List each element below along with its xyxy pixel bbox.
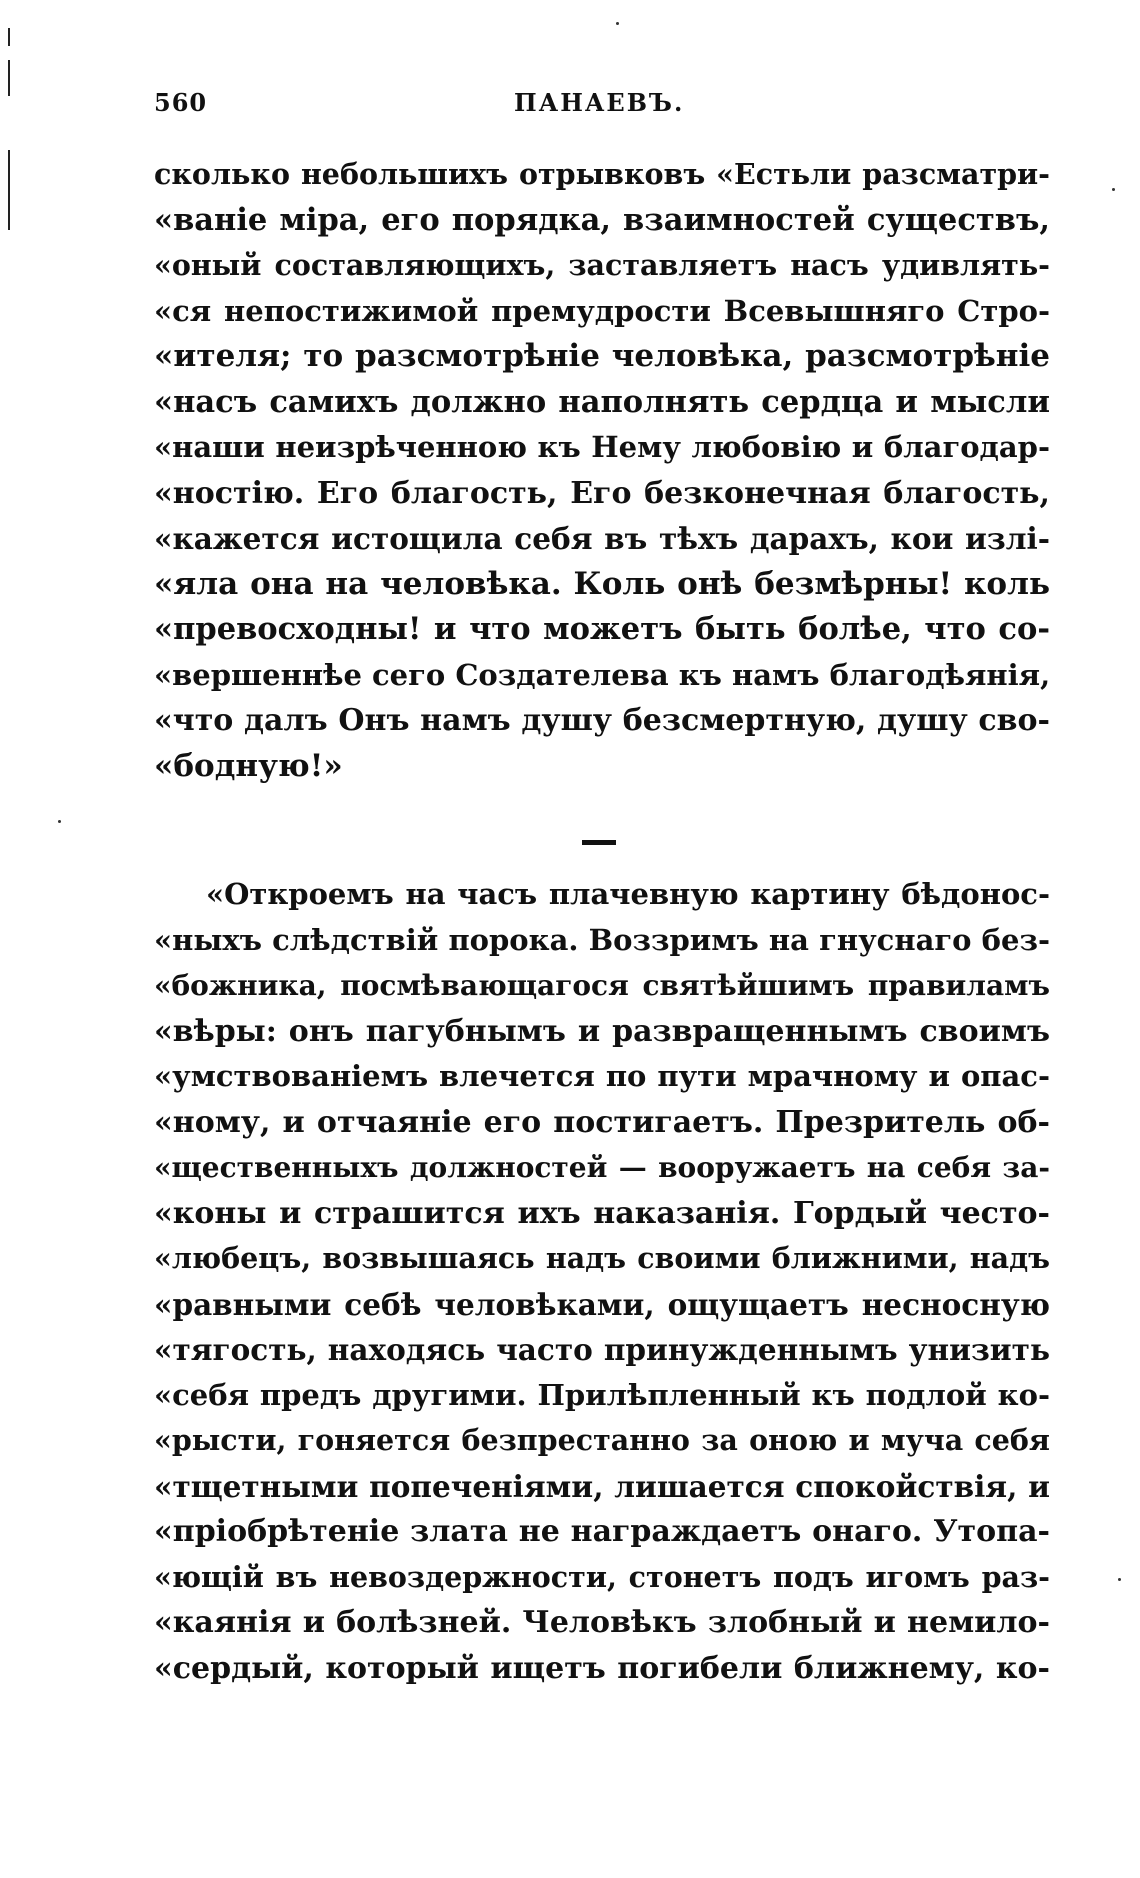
scan-speck [1118,1578,1121,1581]
page-header [154,88,1050,128]
text-line: «любецъ, возвышаясь надъ своими ближними, надъ [154,1241,1050,1275]
scan-edge-mark [8,150,10,230]
text-line: «щественныхъ должностей — вооружаетъ на себя за- [154,1151,1050,1184]
scan-edge-mark [8,60,10,96]
running-head: ПАНАЕВЪ. [514,88,685,117]
text-line: «себя предъ другими. Прилѣпленный къ подлой ко- [154,1377,1050,1412]
paragraph-2 [154,872,1050,1691]
paragraph-1 [154,152,1050,789]
text-line: «сердый, который ищетъ погибели ближнему, ко- [154,1650,1050,1686]
text-line: «яла она на человѣка. Коль онѣ безмѣрны! коль [154,565,1050,602]
scan-edge-mark [8,28,10,46]
section-separator [582,840,616,845]
text-line: «ителя; то разсмотрѣнiе человѣка, разсмотрѣнiе [154,338,1050,374]
text-line: «ностiю. Его благость, Его безконечная благость, [154,475,1050,511]
text-line: «вѣры: онъ пагубнымъ и развращеннымъ своимъ [154,1013,1050,1049]
text-line: «ному, и отчаянiе его постигаетъ. Презритель об- [154,1104,1050,1140]
text-line: «насъ самихъ должно наполнять сердца и мысли [154,383,1050,420]
scan-speck [616,22,619,25]
text-line: «тягость, находясь часто принужденнымъ унизить [154,1332,1050,1367]
text-line: «ныхъ слѣдствiй порока. Воззримъ на гнуснаго без- [154,922,1050,957]
text-line: «ванiе мiра, его порядка, взаимностей существъ, [154,201,1050,238]
text-line: «оный составляющихъ, заставляетъ насъ удивлять- [154,248,1050,282]
text-line: «тщетными попеченiями, лишается спокойствiя, и [154,1468,1050,1504]
text-line: «бодную!» [154,747,343,784]
text-line: «рысти, гоняется безпрестанно за оною и муча себя [154,1423,1050,1457]
text-line: сколько небольшихъ отрывковъ «Естьли разсматри- [154,157,1050,191]
text-line: «каянiя и болѣзней. Человѣкъ злобный и немило- [154,1605,1050,1640]
text-line: «вершеннѣе сего Создателева къ намъ благодѣянiя, [154,657,1051,692]
scan-speck [58,820,61,823]
text-line: «божника, посмѣвающагося святѣйшимъ правиламъ [154,969,1050,1002]
text-line: «что далъ Онъ намъ душу безсмертную, душу сво- [154,703,1050,738]
text-line: «наши неизрѣченною къ Нему любовiю и благодар- [154,430,1050,464]
text-line: «равными себѣ человѣками, ощущаетъ несносную [154,1286,1050,1322]
text-line: «Откроемъ на часъ плачевную картину бѣдонос- [206,877,1050,911]
text-line: «умствованiемъ влечется по пути мрачному и опас- [154,1059,1050,1093]
page-number: 560 [154,88,208,117]
scan-speck [1112,188,1115,191]
text-line: «прiобрѣтенiе злата не награждаетъ онаго. Утопа- [154,1514,1050,1549]
text-line: «ся непостижимой премудрости Всевышняго Стро- [154,293,1050,328]
text-line: «кажется истощила себя въ тѣхъ дарахъ, кои излi- [154,521,1050,556]
text-line: «превосходны! и что можетъ быть болѣе, что со- [154,611,1050,647]
text-line: «коны и страшится ихъ наказанiя. Гордый често- [154,1195,1050,1231]
text-line: «ющiй въ невоздержности, стонетъ подъ игомъ раз- [154,1559,1050,1594]
